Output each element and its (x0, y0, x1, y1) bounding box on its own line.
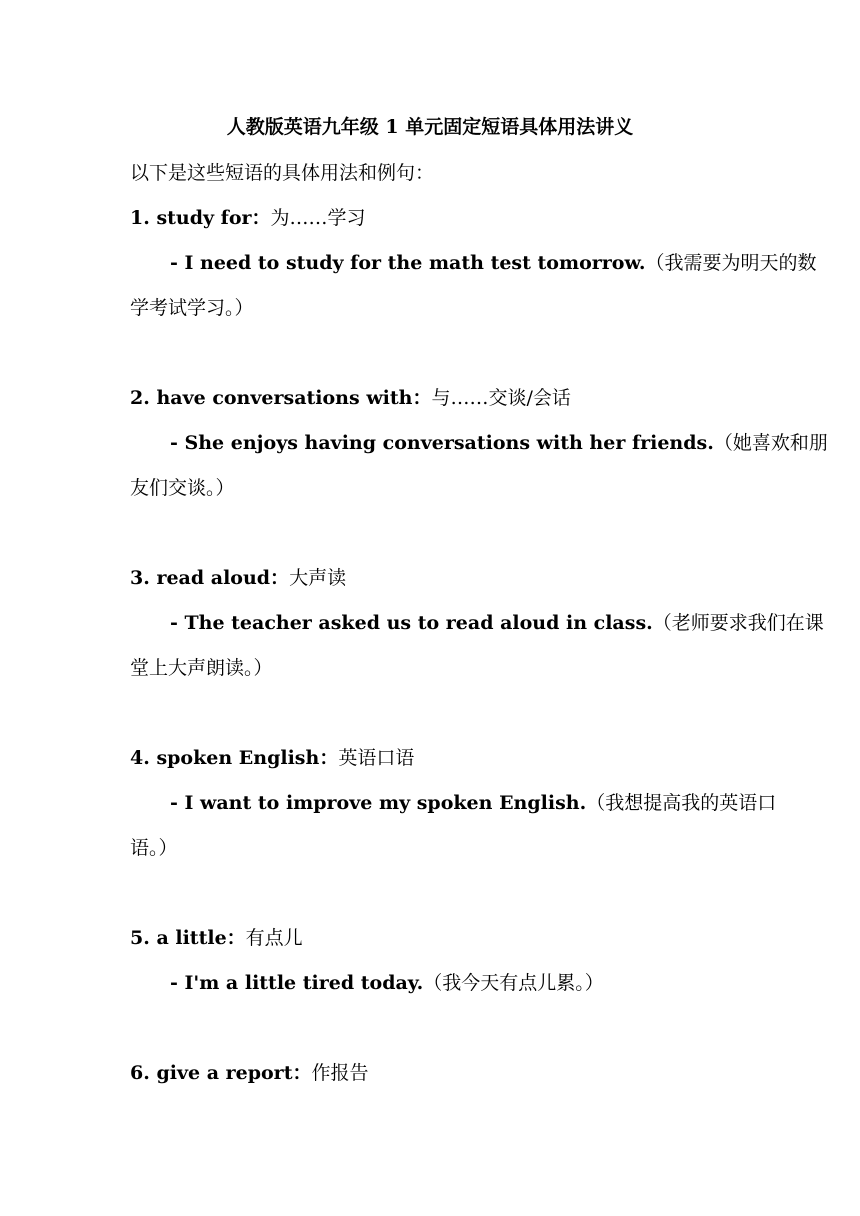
example-chinese: （她喜欢和朋 (713, 432, 828, 454)
phrase-item-4 (130, 745, 414, 771)
example-english: - I want to improve my spoken English. (170, 792, 587, 814)
example-english: - The teacher asked us to read aloud in class. (170, 612, 653, 634)
example-line-5 (170, 970, 604, 996)
example-english: - She enjoys having conversations with her friends. (170, 432, 714, 454)
phrase-item-6 (130, 1060, 368, 1086)
example-continuation-3: 堂上大声朗读。） (130, 657, 273, 679)
example-line-4 (170, 790, 776, 816)
example-english: - I'm a little tired today. (170, 972, 424, 994)
example-line-2 (170, 430, 828, 456)
example-continuation-2: 友们交谈。） (130, 477, 235, 499)
example-line-1 (170, 250, 817, 276)
phrase-term: 6. give a report： (130, 1062, 312, 1084)
phrase-meaning: 有点儿 (245, 927, 303, 949)
example-continuation-4: 语。） (130, 837, 178, 859)
phrase-item-3 (130, 565, 346, 591)
example-english: - I need to study for the math test tomorrow. (170, 252, 646, 274)
phrase-meaning: 英语口语 (338, 747, 415, 769)
example-chinese: （我想提高我的英语口 (586, 792, 777, 814)
phrase-term: 4. spoken English： (130, 747, 339, 769)
example-chinese: （我今天有点儿累。） (423, 972, 604, 994)
phrase-term: 3. read aloud： (130, 567, 290, 589)
document-title: 人教版英语九年级 1 单元固定短语具体用法讲义 (226, 116, 634, 138)
phrase-item-5 (130, 925, 303, 951)
phrase-meaning: 为……学习 (270, 207, 366, 229)
phrase-meaning: 与……交谈/会话 (431, 387, 571, 409)
phrase-term: 2. have conversations with： (130, 387, 432, 409)
intro-text: 以下是这些短语的具体用法和例句： (130, 162, 435, 184)
phrase-item-1 (130, 205, 366, 231)
example-continuation-1: 学考试学习。） (130, 297, 254, 319)
phrase-item-2 (130, 385, 571, 411)
example-chinese: （我需要为明天的数 (645, 252, 817, 274)
phrase-meaning: 大声读 (289, 567, 347, 589)
example-chinese: （老师要求我们在课 (652, 612, 824, 634)
phrase-meaning: 作报告 (311, 1062, 369, 1084)
example-line-3 (170, 610, 824, 636)
phrase-term: 1. study for： (130, 207, 271, 229)
phrase-term: 5. a little： (130, 927, 246, 949)
